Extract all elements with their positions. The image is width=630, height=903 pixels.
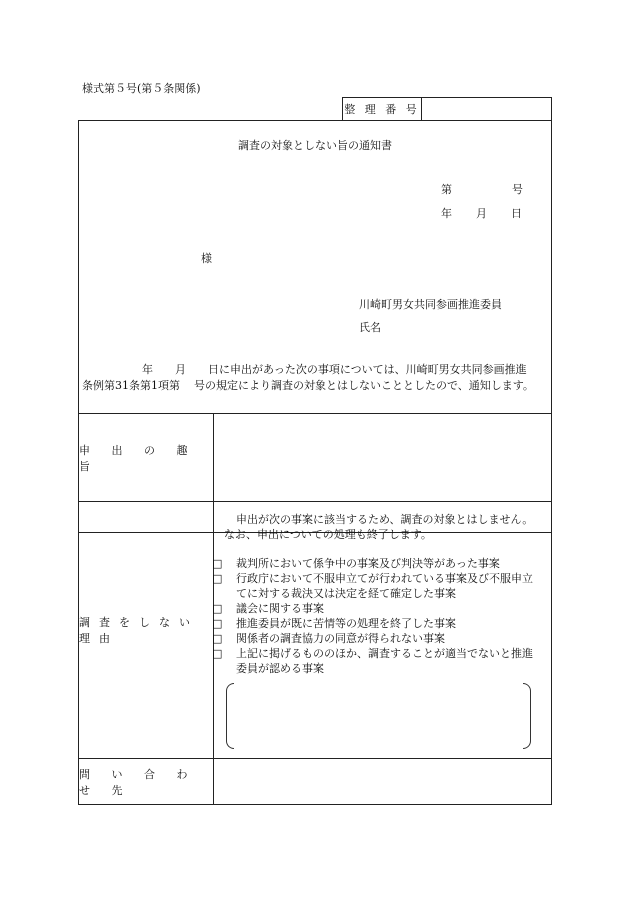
form-number-label: 様式第５号(第５条関係) bbox=[82, 82, 201, 95]
request-purpose-label: 申 出 の 趣 旨 bbox=[79, 414, 214, 501]
reason-item[interactable]: □ 議会に関する事案 bbox=[212, 602, 324, 615]
row-contact bbox=[78, 759, 552, 805]
body-line2-start: 条例第31条第1項第 bbox=[82, 379, 180, 392]
reason-item[interactable]: □ 関係者の調査協力の同意が得られない事案 bbox=[212, 632, 445, 645]
reference-number-box bbox=[342, 97, 552, 120]
committee-name: 川崎町男女共同参画推進委員 bbox=[359, 298, 502, 311]
number-suffix: 号 bbox=[512, 183, 523, 196]
reason-label: 調査をしない理由 bbox=[79, 502, 214, 758]
body-year: 年 bbox=[142, 363, 153, 376]
reason-body bbox=[214, 502, 551, 758]
date-month: 月 bbox=[476, 207, 487, 220]
reference-number-label: 整 理 番 号 bbox=[343, 98, 422, 120]
right-bracket bbox=[523, 683, 531, 749]
checkbox-icon[interactable]: □ bbox=[212, 557, 223, 570]
date-day: 日 bbox=[511, 207, 522, 220]
reason-item[interactable]: □ 上記に掲げるもののほか、調査することが適当でないと推進委員が認める事案 bbox=[212, 647, 533, 675]
body-line1: 日に申出があった次の事項については、川崎町男女共同参画推進 bbox=[208, 363, 527, 376]
left-bracket bbox=[226, 683, 234, 749]
body-month: 月 bbox=[175, 363, 186, 376]
reason-intro: 申出が次の事案に該当するため、調査の対象とはしません。なお、申出についての処理も終了します。 bbox=[224, 513, 534, 541]
document-date bbox=[441, 205, 522, 221]
checkbox-icon[interactable]: □ bbox=[212, 617, 223, 630]
reason-item[interactable]: □ 行政庁において不服申立てが行われている事案及び不服申立てに対する裁決又は決定を経て確定した事案 bbox=[212, 572, 533, 600]
document-number bbox=[441, 181, 523, 197]
reason-item[interactable]: □ 推進委員が既に苦情等の処理を終了した事案 bbox=[212, 617, 456, 630]
number-prefix: 第 bbox=[441, 183, 452, 196]
row-request-purpose bbox=[78, 413, 552, 502]
checkbox-icon[interactable]: □ bbox=[212, 632, 223, 645]
notice-body bbox=[82, 362, 548, 394]
document-title: 調査の対象としない旨の通知書 bbox=[238, 139, 392, 152]
checkbox-icon[interactable]: □ bbox=[212, 647, 223, 660]
checkbox-icon[interactable]: □ bbox=[212, 602, 223, 615]
signer-name-label: 氏名 bbox=[359, 321, 381, 334]
checkbox-icon[interactable]: □ bbox=[212, 572, 223, 585]
reference-number-field[interactable] bbox=[422, 98, 551, 120]
body-line2-end: 号の規定により調査の対象とはしないこととしたので、通知します。 bbox=[194, 379, 534, 392]
addressee-suffix: 様 bbox=[201, 252, 212, 265]
contact-label: 問 い 合 わ せ 先 bbox=[79, 759, 214, 804]
request-purpose-field[interactable] bbox=[214, 414, 551, 501]
reason-item[interactable]: □ 裁判所において係争中の事案及び判決等があった事案 bbox=[212, 557, 500, 570]
contact-field[interactable] bbox=[214, 759, 551, 804]
date-year: 年 bbox=[441, 207, 452, 220]
row-reason bbox=[78, 502, 552, 759]
